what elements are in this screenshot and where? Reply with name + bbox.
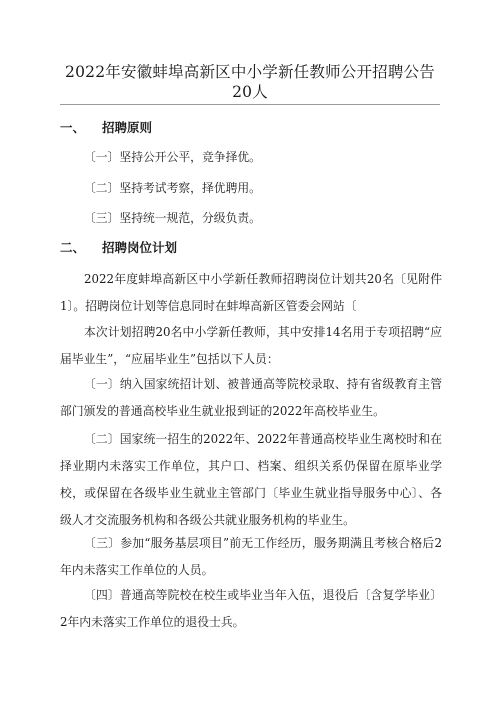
section-heading-principles [60,120,152,136]
paragraph-category-1: 〔一〕纳入国家统招计划、被普通高等院校录取、持有省级教育主管部门颁发的普通高校毕业生就业报到证的2022年高校毕业生。 [60,377,442,418]
section-number: 一、 [60,120,86,135]
section-heading-positions [60,240,177,256]
section-title: 招聘岗位计划 [102,240,178,255]
section-number: 二、 [60,240,86,255]
principle-item-1: 〔一〕坚持公开公平，竞争择优。 [84,150,261,164]
section-title: 招聘原则 [102,120,153,135]
page-title: 2022年安徽蚌埠高新区中小学新任教师公开招聘公告20人 [65,63,435,101]
title-divider [60,104,440,105]
principle-item-3: 〔三〕坚持统一规范，分级负责。 [84,211,261,225]
paragraph-category-3: 〔三〕参加“服务基层项目”前无工作经历，服务期满且考核合格后2年内未落实工作单位的人员。 [60,536,442,577]
paragraph-graduate-quota: 本次计划招聘20名中小学新任教师，其中安排14名用于专项招聘“应届毕业生”，“应届毕业生”包括以下人员： [60,325,442,366]
principle-item-2: 〔二〕坚持考试考察，择优聘用。 [84,181,261,195]
paragraph-positions-plan: 2022年度蚌埠高新区中小学新任教师招聘岗位计划共20名〔见附件1〕。招聘岗位计划等信息同时在蚌埠高新区管委会网站〔 [60,272,442,313]
paragraph-category-4: 〔四〕普通高等院校在校生或毕业当年入伍，退役后〔含复学毕业〕2年内未落实工作单位的退役士兵。 [60,588,442,629]
paragraph-category-2: 〔二〕国家统一招生的2022年、2022年普通高校毕业生离校时和在择业期内未落实工作单位，其户口、档案、组织关系仍保留在原毕业学校，或保留在各级毕业生就业主管部门〔毕业生就业指导服务中心〕、各级人才交流服务机构和各级公共就业服务机构的毕业生。 [60,432,442,527]
